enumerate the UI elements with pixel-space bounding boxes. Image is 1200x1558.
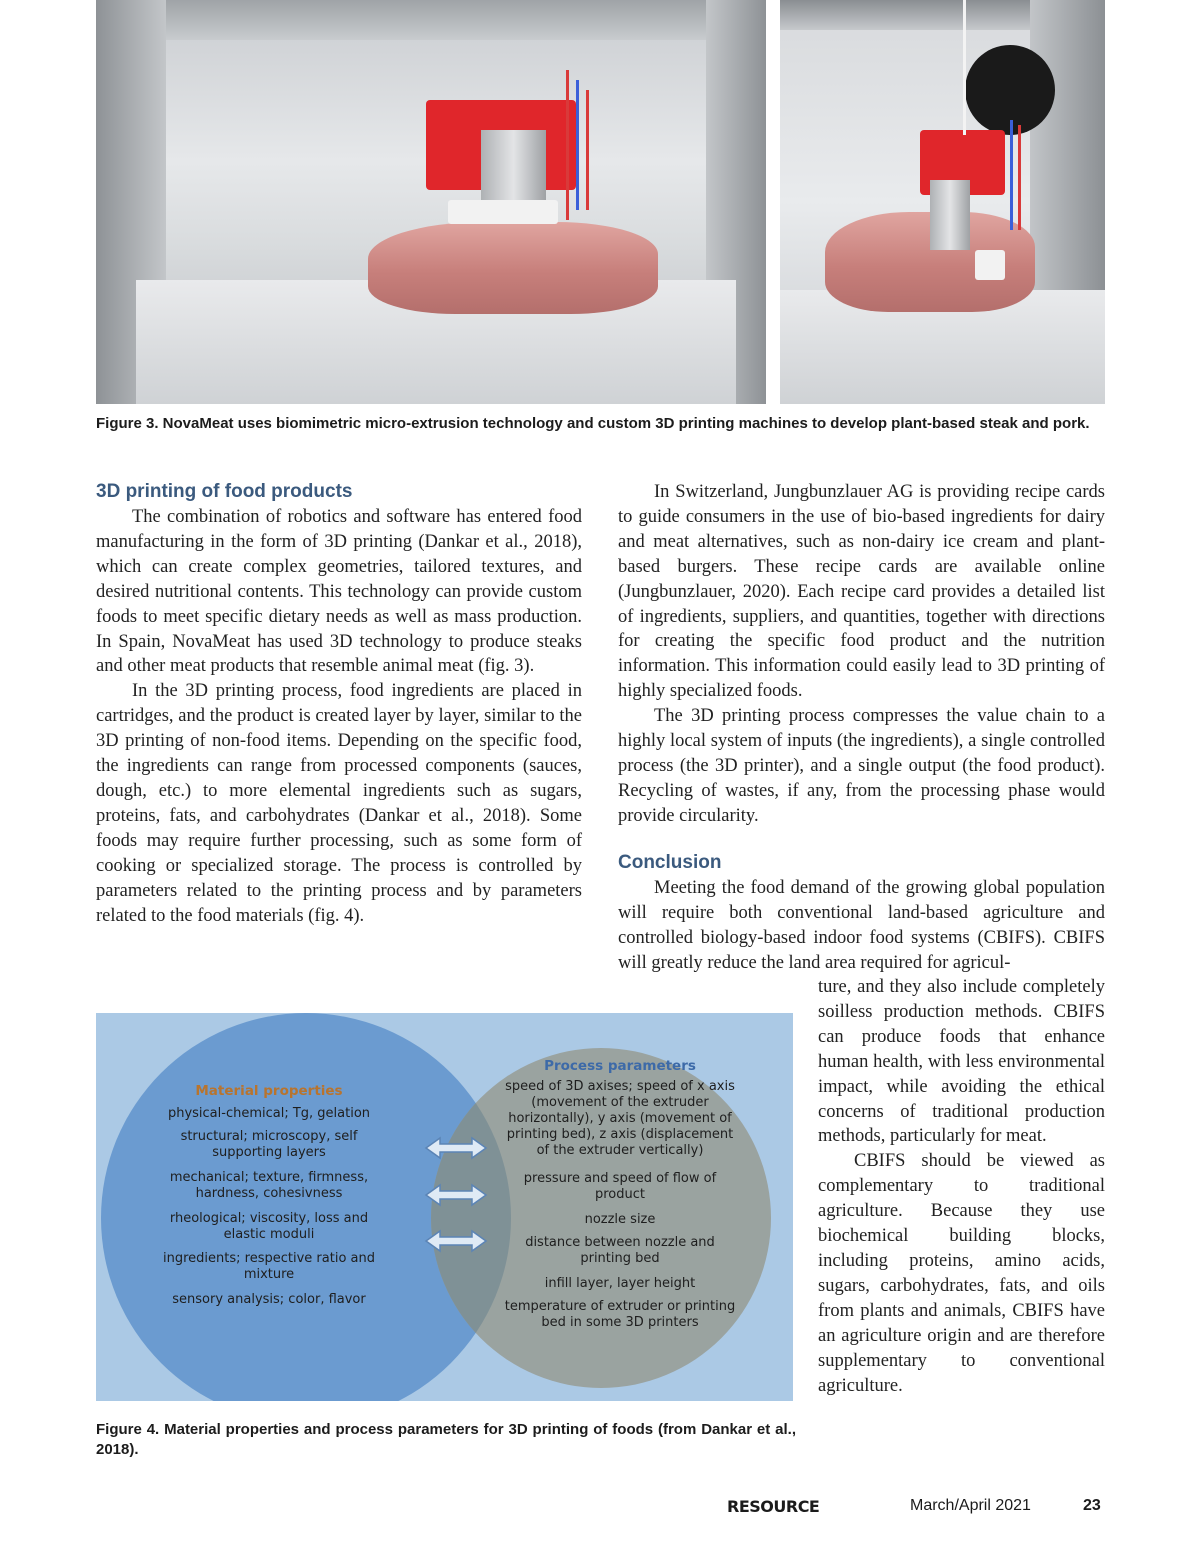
conclusion-text-narrow <box>818 975 1105 1398</box>
material-item: ingredients; respective ratio and mixture <box>163 1251 375 1282</box>
figure3-photo-left <box>96 0 766 404</box>
figure4-venn-diagram <box>96 1013 793 1401</box>
paragraph: CBIFS should be viewed as complementary to traditional agriculture. Because they use biochemical building blocks, including proteins, amino acids, sugars, carbohydrates, fats, and oils from plants and animals, CBIFS have an agriculture origin and are therefore supplementary to conventional agriculture. <box>818 1151 1105 1396</box>
material-item: mechanical; texture, firmness, hardness, cohesivness <box>169 1170 369 1201</box>
footer-issue-date: March/April 2021 <box>910 1497 1031 1514</box>
process-item: temperature of extruder or printing bed in some 3D printers <box>504 1299 736 1330</box>
material-properties-title: Material properties <box>195 1083 343 1099</box>
paragraph: In the 3D printing process, food ingredients are placed in cartridges, and the product is created layer by layer, similar to the 3D printing of non-food items. Depending on the specific food, the ingredients can range from processed components (sauces, dough, etc.) to more elemental ingredients such as sugars, proteins, fats, and carbohydrates (Dankar et al., 2018). Some foods may require further processing, such as some form of cooking or specialized storage. The process is controlled by parameters related to the printing process and by parameters related to the food materials (fig. 4). <box>96 681 582 926</box>
conclusion-text-wide <box>618 876 1105 976</box>
process-parameters-title: Process parameters <box>544 1058 696 1074</box>
process-item: nozzle size <box>584 1212 656 1227</box>
left-column-text <box>96 505 582 928</box>
process-item: infill layer, layer height <box>544 1276 696 1291</box>
material-item: physical-chemical; Tg, gelation <box>167 1106 371 1121</box>
paragraph: The combination of robotics and software has entered food manufacturing in the form of 3D printing (Dankar et al., 2018), which can create complex geometries, tailored textures, and desired nutritional contents. This technology can provide custom foods to meet specific dietary needs as well as mass production. In Spain, NovaMeat has used 3D technology to produce steaks and other meat products that resemble animal meat (fig. 3). <box>96 507 582 677</box>
figure3-photo-right <box>780 0 1105 404</box>
paragraph: The 3D printing process compresses the value chain to a highly local system of inputs (the ingredients), a single controlled process (the 3D printer), and a single output (the food product). Recycling of wastes, if any, from the processing phase would provide circularity. <box>618 706 1105 826</box>
section-heading-conclusion: Conclusion <box>618 852 722 873</box>
process-item: pressure and speed of flow of product <box>523 1171 717 1202</box>
paragraph: In Switzerland, Jungbunzlauer AG is providing recipe cards to guide consumers in the use of bio-based ingredients for dairy and meat alternatives, such as non-dairy ice cream and plant-based burgers. These recipe cards are available online (Jungbunzlauer, 2020). Each recipe card provides a detailed list of ingredients, suppliers, and quantities, together with directions for creating the specific food product and the nutrition information. This information could easily lead to 3D printing of highly specialized foods. <box>618 482 1105 702</box>
figure4-caption: Figure 4. Material properties and process parameters for 3D printing of foods (from Dankar et al., 2018). <box>96 1421 796 1458</box>
material-item: structural; microscopy, self supporting layers <box>180 1129 358 1160</box>
footer-page-number: 23 <box>1083 1497 1101 1514</box>
footer-magazine-name: RESOURCE <box>727 1497 820 1516</box>
material-item: sensory analysis; color, flavor <box>172 1292 366 1307</box>
paragraph: ture, and they also include completely soilless production methods. CBIFS can produce foods that enhance human health, with less environmental impact, while avoiding the ethical concerns of traditional production methods, particularly for meat. <box>818 977 1105 1147</box>
material-item: rheological; viscosity, loss and elastic moduli <box>169 1211 369 1242</box>
process-item: speed of 3D axises; speed of x axis (movement of the extruder horizontally), y axis (movement of printing bed), z axis (displacement of the extruder vertically) <box>505 1079 735 1158</box>
paragraph: Meeting the food demand of the growing global population will require both conventional land-based agriculture and controlled biology-based indoor food systems (CBIFS). CBIFS will greatly reduce the land area required for agricul- <box>618 878 1105 973</box>
process-item: distance between nozzle and printing bed <box>525 1235 715 1266</box>
section-heading-3d-printing: 3D printing of food products <box>96 481 353 502</box>
right-column-text <box>618 480 1105 829</box>
figure3-caption: Figure 3. NovaMeat uses biomimetric micro-extrusion technology and custom 3D printing machines to develop plant-based steak and pork. <box>96 415 1090 432</box>
